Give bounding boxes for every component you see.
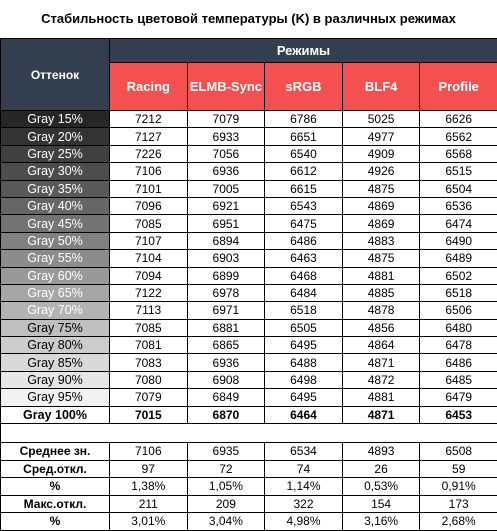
stat-row	[1, 495, 497, 513]
shade-label-cell: Gray 45%	[1, 215, 110, 232]
stat-value-cell: 6935	[187, 443, 265, 461]
stat-value-cell: 72	[187, 460, 265, 478]
value-cell: 6495	[265, 389, 343, 406]
shade-label-cell: Gray 100%	[1, 406, 110, 423]
value-cell: 6612	[265, 163, 343, 180]
shade-label-cell: Gray 80%	[1, 337, 110, 354]
stat-row	[1, 443, 497, 461]
stat-label-cell: Среднее зн.	[1, 443, 110, 461]
value-cell: 5025	[342, 111, 420, 128]
stat-value-cell: 3,01%	[110, 513, 188, 531]
value-cell: 6921	[187, 197, 265, 214]
modes-group-header: Режимы	[110, 39, 497, 63]
value-cell: 4881	[342, 267, 420, 284]
stat-value-cell: 6534	[265, 443, 343, 461]
value-cell: 7094	[110, 267, 188, 284]
value-cell: 7212	[110, 111, 188, 128]
value-cell: 6978	[187, 284, 265, 301]
mode-header-blf4: BLF4	[342, 63, 420, 111]
stat-value-cell: 209	[187, 495, 265, 513]
value-cell: 6505	[265, 319, 343, 336]
stat-value-cell: 322	[265, 495, 343, 513]
value-cell: 4926	[342, 163, 420, 180]
stat-value-cell: 4,98%	[265, 513, 343, 531]
value-cell: 7085	[110, 319, 188, 336]
mode-header-srgb: sRGB	[265, 63, 343, 111]
value-cell: 6626	[420, 111, 497, 128]
value-cell: 6478	[420, 337, 497, 354]
stat-value-cell: 26	[342, 460, 420, 478]
stat-label-cell: Сред.откл.	[1, 460, 110, 478]
stat-value-cell: 211	[110, 495, 188, 513]
color-temperature-table	[0, 38, 497, 531]
value-cell: 6495	[265, 337, 343, 354]
shade-label-cell: Gray 65%	[1, 284, 110, 301]
value-cell: 7107	[110, 232, 188, 249]
table-row	[1, 302, 497, 319]
shade-label-cell: Gray 35%	[1, 180, 110, 197]
value-cell: 6651	[265, 128, 343, 145]
shade-column-header: Оттенок	[1, 39, 110, 111]
value-cell: 4909	[342, 145, 420, 162]
value-cell: 7081	[110, 337, 188, 354]
table-row	[1, 284, 497, 301]
value-cell: 6464	[265, 406, 343, 423]
value-cell: 7106	[110, 163, 188, 180]
value-cell: 6865	[187, 337, 265, 354]
value-cell: 6486	[265, 232, 343, 249]
stat-value-cell: 0,53%	[342, 478, 420, 496]
page-title: Стабильность цветовой температуры (K) в различных режимах	[0, 0, 497, 38]
value-cell: 6502	[420, 267, 497, 284]
table-row	[1, 180, 497, 197]
value-cell: 6933	[187, 128, 265, 145]
stat-value-cell: 2,68%	[420, 513, 497, 531]
stat-value-cell: 3,16%	[342, 513, 420, 531]
value-cell: 7079	[187, 111, 265, 128]
shade-label-cell: Gray 30%	[1, 163, 110, 180]
table-row	[1, 232, 497, 249]
value-cell: 6899	[187, 267, 265, 284]
value-cell: 6489	[420, 250, 497, 267]
stat-row	[1, 513, 497, 531]
stat-label-cell: %	[1, 478, 110, 496]
stat-value-cell: 1,38%	[110, 478, 188, 496]
table-row	[1, 319, 497, 336]
table-row	[1, 267, 497, 284]
value-cell: 7080	[110, 371, 188, 388]
shade-label-cell: Gray 85%	[1, 354, 110, 371]
value-cell: 7085	[110, 215, 188, 232]
stat-value-cell: 97	[110, 460, 188, 478]
stat-value-cell: 59	[420, 460, 497, 478]
value-cell: 6488	[265, 354, 343, 371]
value-cell: 4864	[342, 337, 420, 354]
table-row	[1, 250, 497, 267]
value-cell: 4869	[342, 197, 420, 214]
shade-label-cell: Gray 40%	[1, 197, 110, 214]
value-cell: 6908	[187, 371, 265, 388]
value-cell: 6936	[187, 354, 265, 371]
value-cell: 7101	[110, 180, 188, 197]
value-cell: 6485	[420, 371, 497, 388]
spacer-row	[1, 424, 497, 443]
value-cell: 4856	[342, 319, 420, 336]
value-cell: 6786	[265, 111, 343, 128]
value-cell: 7015	[110, 406, 188, 423]
value-cell: 7096	[110, 197, 188, 214]
shade-label-cell: Gray 50%	[1, 232, 110, 249]
shade-label-cell: Gray 20%	[1, 128, 110, 145]
stat-row	[1, 478, 497, 496]
value-cell: 6903	[187, 250, 265, 267]
value-cell: 6881	[187, 319, 265, 336]
stat-label-cell: %	[1, 513, 110, 531]
table-row	[1, 337, 497, 354]
value-cell: 6475	[265, 215, 343, 232]
shade-label-cell: Gray 70%	[1, 302, 110, 319]
stat-value-cell: 4893	[342, 443, 420, 461]
value-cell: 4885	[342, 284, 420, 301]
value-cell: 6951	[187, 215, 265, 232]
value-cell: 6615	[265, 180, 343, 197]
value-cell: 6463	[265, 250, 343, 267]
value-cell: 7127	[110, 128, 188, 145]
value-cell: 4977	[342, 128, 420, 145]
value-cell: 6540	[265, 145, 343, 162]
stat-value-cell: 6508	[420, 443, 497, 461]
value-cell: 6453	[420, 406, 497, 423]
table-row	[1, 111, 497, 128]
stat-value-cell: 7106	[110, 443, 188, 461]
value-cell: 6468	[265, 267, 343, 284]
mode-header-profile[interactable]: Profile	[420, 63, 497, 111]
table-row	[1, 406, 497, 423]
table-row	[1, 128, 497, 145]
value-cell: 6894	[187, 232, 265, 249]
value-cell: 4881	[342, 389, 420, 406]
table-row	[1, 389, 497, 406]
value-cell: 7083	[110, 354, 188, 371]
value-cell: 4878	[342, 302, 420, 319]
value-cell: 6474	[420, 215, 497, 232]
stat-value-cell: 173	[420, 495, 497, 513]
value-cell: 4875	[342, 180, 420, 197]
table-row	[1, 354, 497, 371]
shade-label-cell: Gray 15%	[1, 111, 110, 128]
shade-label-cell: Gray 90%	[1, 371, 110, 388]
table-row	[1, 197, 497, 214]
value-cell: 6479	[420, 389, 497, 406]
value-cell: 7079	[110, 389, 188, 406]
value-cell: 6480	[420, 319, 497, 336]
stat-value-cell: 3,04%	[187, 513, 265, 531]
value-cell: 6971	[187, 302, 265, 319]
value-cell: 4871	[342, 406, 420, 423]
value-cell: 7104	[110, 250, 188, 267]
value-cell: 6490	[420, 232, 497, 249]
value-cell: 4875	[342, 250, 420, 267]
value-cell: 6506	[420, 302, 497, 319]
value-cell: 4872	[342, 371, 420, 388]
stat-value-cell: 74	[265, 460, 343, 478]
stat-value-cell: 1,14%	[265, 478, 343, 496]
value-cell: 6936	[187, 163, 265, 180]
value-cell: 7005	[187, 180, 265, 197]
value-cell: 6498	[265, 371, 343, 388]
shade-label-cell: Gray 60%	[1, 267, 110, 284]
stat-value-cell: 1,05%	[187, 478, 265, 496]
value-cell: 7113	[110, 302, 188, 319]
spacer-cell	[1, 424, 497, 443]
value-cell: 6504	[420, 180, 497, 197]
value-cell: 4883	[342, 232, 420, 249]
value-cell: 6536	[420, 197, 497, 214]
table-row	[1, 145, 497, 162]
stat-value-cell: 154	[342, 495, 420, 513]
table-row	[1, 215, 497, 232]
value-cell: 7122	[110, 284, 188, 301]
value-cell: 6870	[187, 406, 265, 423]
value-cell: 6543	[265, 197, 343, 214]
shade-label-cell: Gray 95%	[1, 389, 110, 406]
mode-header-racing: Racing	[110, 63, 188, 111]
value-cell: 6518	[265, 302, 343, 319]
value-cell: 6568	[420, 145, 497, 162]
value-cell: 4869	[342, 215, 420, 232]
table-row	[1, 371, 497, 388]
mode-header-elmb-sync: ELMB-Sync	[187, 63, 265, 111]
stat-value-cell: 0,91%	[420, 478, 497, 496]
value-cell: 6849	[187, 389, 265, 406]
value-cell: 6486	[420, 354, 497, 371]
shade-label-cell: Gray 75%	[1, 319, 110, 336]
value-cell: 7226	[110, 145, 188, 162]
value-cell: 6562	[420, 128, 497, 145]
value-cell: 6484	[265, 284, 343, 301]
value-cell: 6515	[420, 163, 497, 180]
table-row	[1, 163, 497, 180]
stat-label-cell: Макс.откл.	[1, 495, 110, 513]
value-cell: 6518	[420, 284, 497, 301]
shade-label-cell: Gray 25%	[1, 145, 110, 162]
shade-label-cell: Gray 55%	[1, 250, 110, 267]
stat-row	[1, 460, 497, 478]
value-cell: 4871	[342, 354, 420, 371]
value-cell: 7056	[187, 145, 265, 162]
